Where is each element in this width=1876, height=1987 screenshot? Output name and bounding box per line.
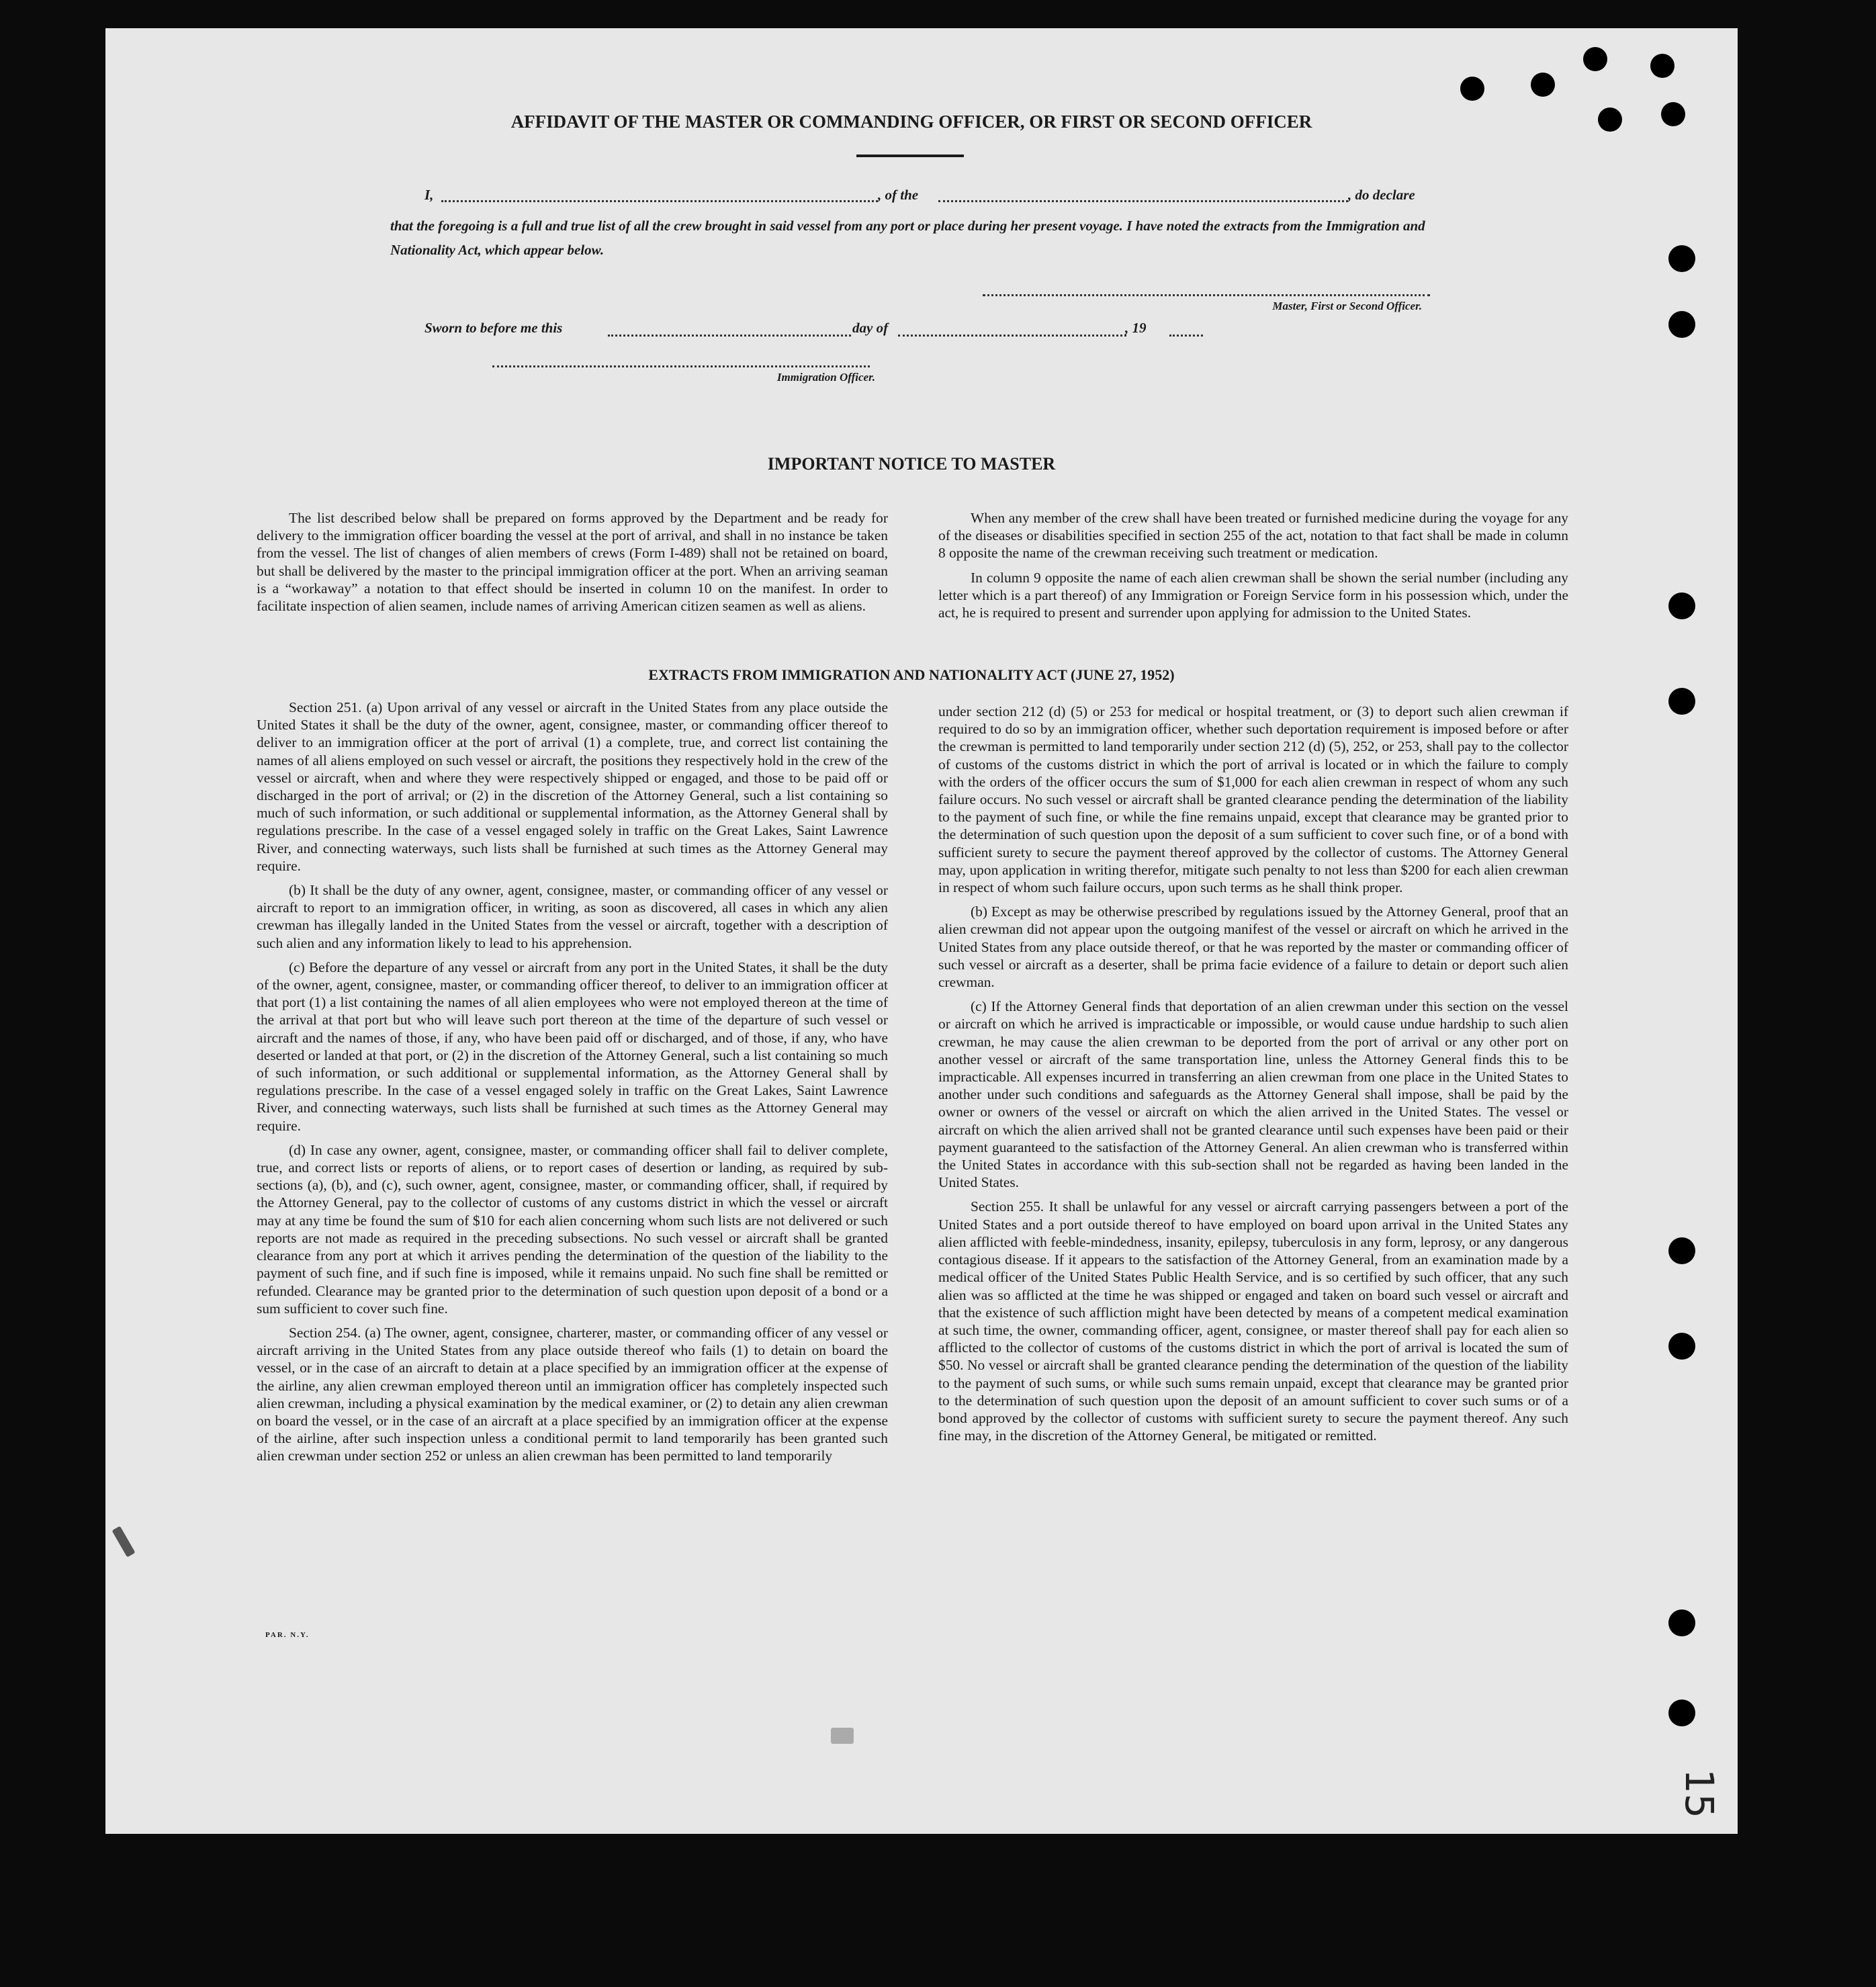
sworn-year-blank[interactable] (1169, 335, 1203, 337)
notice-right-paragraph-2: In column 9 opposite the name of each alien crewman shall be shown the serial number (including any letter which is a part thereof) of any Immigration or Foreign Service form in his possession which, under the act, he is required to present and surrender upon applying for admission to the United States. (938, 569, 1568, 621)
officer-signature-label: Immigration Officer. (776, 371, 875, 384)
binder-hole-icon (1668, 592, 1695, 619)
section-254c: (c) If the Attorney General finds that deportation of an alien crewman under this section on the vessel or aircraft on which he arrived is impracticable or impossible, or would cause undue hardship to such alien crewman, he may cause the alien crewman to be deported from the port of arrival or any other port on another vessel or aircraft of the same transportation line, unless the Attorney General finds this to be impracticable. All expenses incurred in transferring an alien crewman from one place in the United States to another under such conditions and safeguards as the Attorney General shall impose, shall be paid by the owner or owners of the vessel or aircraft on which the alien arrived in the United States. The vessel or aircraft on which the alien arrived shall not be granted clearance until such expenses have been paid or their payment guaranteed to the satisfaction of the Attorney General. An alien crewman who is transferred within the United States in accordance with this sub-section shall not be regarded as having been landed in the United States. (938, 998, 1568, 1191)
notice-left-column (257, 509, 888, 615)
section-251c: (c) Before the departure of any vessel or aircraft from any port in the United States, it shall be the duty of the owner, agent, consignee, master, or commanding officer thereof, to deliver to an immigration officer at that port (1) a list containing the names of all alien employees who were not employed thereon at the time of the arrival at that port but who will leave such port thereon at the time of the departure of such vessel or aircraft and the names of those, if any, who have been paid off or discharged, and of those, if any, who have deserted or landed at that port, or (2) in the discretion of the Attorney General, such a list containing so much of such information, or such additional or supplemental information, as the Attorney General shall by regulations prescribe. In the case of a vessel engaged solely in traffic on the Great Lakes, Saint Lawrence River, and connecting waterways, such lists shall be furnished at such times as the Attorney General may require. (257, 959, 888, 1134)
title-divider (856, 154, 964, 157)
binder-hole-icon (1668, 1609, 1695, 1636)
section-254b: (b) Except as may be otherwise prescribed by regulations issued by the Attorney General, proof that an alien crewman did not appear upon the outgoing manifest of the vessel or aircraft on which he arrived in the United States from any place outside thereof, or that he was reported by the master or commanding officer of such vessel or aircraft as a deserter, shall be prima facie evidence of a failure to detain or deport such alien crewman. (938, 903, 1568, 991)
section-251b: (b) It shall be the duty of any owner, agent, consignee, master, or commanding officer of any vessel or aircraft to report to an immigration officer, in writing, as soon as discovered, all cases in which any alien crewman has illegally landed in the United States from the vessel or aircraft, together with a description of such alien and any information likely to lead to his apprehension. (257, 882, 888, 951)
officer-signature-line[interactable] (492, 365, 870, 367)
smudge-mark (831, 1728, 854, 1744)
binder-hole-icon (1668, 245, 1695, 272)
document-page (105, 28, 1738, 1834)
binder-hole-icon (1668, 1699, 1695, 1726)
notice-title: IMPORTANT NOTICE TO MASTER (767, 454, 1056, 474)
punch-mark-icon (1583, 47, 1607, 71)
section-254a-continued: under section 212 (d) (5) or 253 for medical or hospital treatment, or (3) to deport such alien crewman if required to do so by an immigration officer, whether such deportation requirement is imposed before or after the crewman is permitted to land temporarily under section 212 (d) (5), 252, or 253, shall pay to the collector of customs of the customs district in which the port of arrival is located or in which the failure to comply with the orders of the officer occurs the sum of $1,000 for each alien crewman in respect of whom any such failure occurs. No such vessel or aircraft shall be granted clearance pending the determination of the liability to the payment of such fine, or while the fine remains unpaid, except that clearance may be granted prior to the determination of such question upon the deposit of a sum sufficient to cover such fine, or of a bond with sufficient surety to secure the payment thereof approved by the collector of customs. The Attorney General may, upon application in writing therefor, mitigate such penalty to not less than $200 for each alien crewman in respect of whom such failure occurs, upon such terms as he shall think proper. (938, 703, 1568, 896)
handwritten-page-number: 15 (1676, 1769, 1722, 1818)
do-declare-label: , do declare (1348, 187, 1415, 203)
punch-mark-icon (1598, 107, 1622, 132)
scratch-mark (111, 1526, 135, 1558)
binder-hole-icon (1668, 311, 1695, 338)
punch-mark-icon (1650, 54, 1674, 78)
affidavit-title: AFFIDAVIT OF THE MASTER OR COMMANDING OFFICER, OR FIRST OR SECOND OFFICER (510, 112, 1312, 132)
vessel-name-blank[interactable] (938, 200, 1348, 202)
punch-mark-icon (1661, 102, 1685, 126)
punch-mark-icon (1531, 73, 1555, 97)
sworn-month-blank[interactable] (898, 335, 1126, 337)
punch-mark-icon (1460, 77, 1484, 101)
master-signature-line[interactable] (983, 294, 1430, 296)
master-signature-label: Master, First or Second Officer. (1272, 300, 1422, 312)
notice-right-column (938, 509, 1568, 621)
notice-right-paragraph-1: When any member of the crew shall have been treated or furnished medicine during the voyage for any of the diseases or disabilities specified in section 255 of the act, notation to that fact shall be made in column 8 opposite the name of the crewman receiving such treatment or medication. (938, 510, 1568, 562)
declaration-text: that the foregoing is a full and true list of all the crew brought in said vessel from any port or place during her present voyage. I have noted the extracts from the Immigration and Nationality Act, which appear below. (390, 218, 1425, 258)
printer-mark: PAR. N.Y. (265, 1631, 310, 1639)
of-the-label: , of the (878, 187, 919, 203)
binder-hole-icon (1668, 688, 1695, 715)
section-255: Section 255. It shall be unlawful for any vessel or aircraft carrying passengers between a port of the United States and a port outside thereof to have employed on board upon arrival in the United States any alien afflicted with feeble-mindedness, insanity, epilepsy, tuberculosis in any form, leprosy, or any dangerous contagious disease. If it appears to the satisfaction of the Attorney General, from an examination made by a medical officer of the United States Public Health Service, and is so certified by such officer, that any such alien was so afflicted at the time he was shipped or engaged and taken on board such vessel or aircraft and that the existence of such affliction might have been detected by means of a competent medical examination at such time, the owner, commanding officer, agent, consignee, or master thereof shall pay for each alien so afflicted to the collector of customs of the customs district in which the port of arrival is located the sum of $50. No vessel or aircraft shall be granted clearance pending the determination of the question of the liability to the payment of such sums, or while such sums remain unpaid, except that clearance may be granted prior to the determination of such question upon the deposit of an amount sufficient to cover such sums or of a bond approved by the collector of customs with sufficient surety to secure the payment thereof. Any such fine may, in the discretion of the Attorney General, be mitigated or remitted. (938, 1198, 1568, 1444)
year-prefix-label: , 19 (1125, 320, 1147, 336)
sworn-label: Sworn to before me this (425, 320, 563, 336)
section-251d: (d) In case any owner, agent, consignee, master, or commanding officer shall fail to deliver complete, true, and correct lists or reports of aliens, or to report cases of desertion or landing, as required by sub-sections (a), (b), and (c), such owner, agent, consignee, master, or commanding officer, shall, if required by the Attorney General, pay to the collector of customs of any customs district in which the vessel or aircraft may at any time be found the sum of $10 for each alien concerning whom such lists are not delivered or such reports are not made as required in the preceding subsections. No such vessel or aircraft shall be granted clearance from any port at which it arrives pending the determination of the question of the liability to the payment of such fine, and if such fine is imposed, while it remains unpaid. No such fine shall be remitted or refunded. Clearance may be granted prior to the determination of such question upon deposit of a bond or a sum sufficient to cover such fine. (257, 1141, 888, 1317)
extracts-left-column (257, 699, 888, 1465)
binder-hole-icon (1668, 1237, 1695, 1264)
extracts-title: EXTRACTS FROM IMMIGRATION AND NATIONALITY ACT (JUNE 27, 1952) (648, 666, 1175, 683)
day-of-label: day of (852, 320, 889, 336)
section-251a: Section 251. (a) Upon arrival of any vessel or aircraft in the United States from any place outside the United States it shall be the duty of the owner, agent, consignee, master, or commanding officer thereof to deliver to an immigration officer at the port of arrival (1) a complete, true, and correct list containing the names of all aliens employed on such vessel or aircraft, the positions they respectively hold in the crew of the vessel or aircraft, when and where they were respectively shipped or engaged, and those to be paid off or discharged in the port of arrival; or (2) in the discretion of the Attorney General, such a list containing so much of such information, or such additional or supplemental information, as the Attorney General shall by regulations prescribe. In the case of a vessel engaged solely in traffic on the Great Lakes, Saint Lawrence River, and connecting waterways, such lists shall be furnished at such times as the Attorney General may require. (257, 699, 888, 874)
declarant-name-blank[interactable] (441, 200, 878, 202)
declarant-prefix: I, (425, 187, 434, 203)
section-254a: Section 254. (a) The owner, agent, consignee, charterer, master, or commanding officer of any vessel or aircraft arriving in the United States from any place outside thereof who fails (1) to detain on board the vessel, or in the case of an aircraft to detain at a place specified by an immigration officer at the expense of the airline, any alien crewman employed thereon until an immigration officer has completely inspected such alien crewman, including a physical examination by the medical examiner, or (2) to detain any alien crewman on board the vessel, or in the case of an aircraft at a place specified by an immigration officer at the expense of the airline, after such inspection unless a conditional permit to land temporarily has been granted such alien crewman under section 252 or unless an alien crewman has been permitted to land temporarily (257, 1324, 888, 1464)
extracts-right-column (938, 703, 1568, 1444)
binder-hole-icon (1668, 1333, 1695, 1360)
declaration-line-1 (425, 187, 433, 204)
sworn-day-blank[interactable] (608, 335, 851, 337)
notice-left-paragraph: The list described below shall be prepared on forms approved by the Department and be ready for delivery to the immigration officer boarding the vessel at the port of arrival, and shall in no instance be taken from the vessel. The list of changes of alien members of crews (Form I-489) shall not be retained on board, but shall be delivered by the master to the principal immigration officer at the port. When an arriving seaman is a “workaway” a notation to that effect should be inserted in column 10 on the manifest. In order to facilitate inspection of alien seamen, include names of arriving American citizen seamen as well as aliens. (257, 510, 888, 615)
